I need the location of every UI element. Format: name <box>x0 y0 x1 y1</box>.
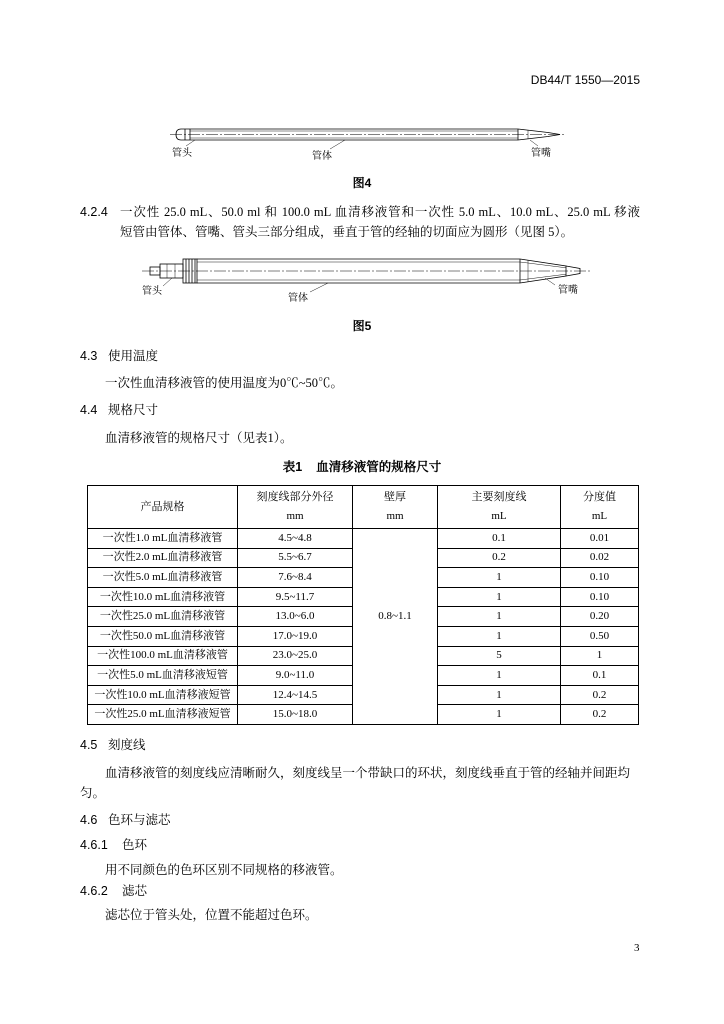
header-label: 主要刻度线 <box>471 491 527 503</box>
header-main-graduation <box>438 486 561 529</box>
cell-division: 0.2 <box>561 685 639 705</box>
cell-main-graduation: 1 <box>438 568 561 588</box>
header-wall-thickness <box>353 486 438 529</box>
cell-main-graduation: 5 <box>438 646 561 666</box>
header-unit: mm <box>386 510 404 522</box>
cell-division: 0.10 <box>561 587 639 607</box>
cell-outer-diameter: 9.5~11.7 <box>238 587 353 607</box>
leader-line-head <box>186 140 195 146</box>
cell-product-spec: 一次性10.0 mL血清移液管 <box>88 587 238 607</box>
figure-4-pipette-drawing <box>0 110 724 170</box>
cell-product-spec: 一次性5.0 mL血清移液短管 <box>88 666 238 686</box>
spec-table <box>87 485 639 725</box>
document-number: DB44/T 1550—2015 <box>530 73 640 87</box>
section-number: 4.6 <box>80 813 98 827</box>
cell-outer-diameter: 23.0~25.0 <box>238 646 353 666</box>
cell-outer-diameter: 4.5~4.8 <box>238 529 353 549</box>
cell-main-graduation: 1 <box>438 607 561 627</box>
subsection-text: 滤芯位于管头处，位置不能超过色环。 <box>105 908 318 922</box>
cell-product-spec: 一次性50.0 mL血清移液管 <box>88 626 238 646</box>
label-body: 管体 <box>288 293 308 304</box>
label-head: 管头 <box>142 286 162 297</box>
header-unit: mL <box>591 510 608 522</box>
figure-5-caption: 图5 <box>352 319 372 333</box>
cell-division: 0.02 <box>561 548 639 568</box>
section-number: 4.3 <box>80 349 98 363</box>
cell-product-spec: 一次性2.0 mL血清移液管 <box>88 548 238 568</box>
label-tip: 管嘴 <box>558 285 578 296</box>
figure-5-pipette-drawing <box>0 250 724 306</box>
subsection-number: 4.6.1 <box>80 838 108 852</box>
cell-division: 0.50 <box>561 626 639 646</box>
section-title: 使用温度 <box>108 349 159 363</box>
leader-line-tip <box>545 278 555 285</box>
cell-product-spec: 一次性5.0 mL血清移液管 <box>88 568 238 588</box>
cell-product-spec: 一次性25.0 mL血清移液短管 <box>88 705 238 725</box>
leader-line-head <box>163 278 172 286</box>
table-caption <box>0 459 724 475</box>
cell-division: 1 <box>561 646 639 666</box>
section-text: 血清移液管的规格尺寸（见表1）。 <box>105 431 293 445</box>
cell-outer-diameter: 12.4~14.5 <box>238 685 353 705</box>
cell-outer-diameter: 17.0~19.0 <box>238 626 353 646</box>
section-title: 色环与滤芯 <box>108 813 171 827</box>
label-head: 管头 <box>172 148 192 159</box>
cell-product-spec: 一次性25.0 mL血清移液管 <box>88 607 238 627</box>
page-number: 3 <box>634 942 640 954</box>
clause-number: 4.2.4 <box>80 205 108 219</box>
leader-line-body <box>330 140 345 149</box>
cell-outer-diameter: 9.0~11.0 <box>238 666 353 686</box>
header-label: 产品规格 <box>140 500 185 513</box>
cell-main-graduation: 1 <box>438 705 561 725</box>
header-label: 刻度线部分外径 <box>256 491 334 503</box>
header-unit: mm <box>286 510 304 522</box>
cell-product-spec: 一次性1.0 mL血清移液管 <box>88 529 238 549</box>
cell-main-graduation: 0.1 <box>438 529 561 549</box>
header-outer-diameter <box>238 486 353 529</box>
cell-main-graduation: 1 <box>438 685 561 705</box>
label-body: 管体 <box>312 151 332 162</box>
cell-outer-diameter: 5.5~6.7 <box>238 548 353 568</box>
cell-division: 0.20 <box>561 607 639 627</box>
cell-main-graduation: 1 <box>438 666 561 686</box>
leader-line-body <box>310 283 328 292</box>
table-number: 表1 <box>282 460 303 474</box>
section-text-line-2: 匀。 <box>80 786 106 800</box>
figure-4-caption: 图4 <box>352 176 372 190</box>
cell-outer-diameter: 15.0~18.0 <box>238 705 353 725</box>
subsection-title: 滤芯 <box>122 884 148 898</box>
section-text-line-1: 血清移液管的刻度线应清晰耐久，刻度线呈一个带缺口的环状，刻度线垂直于管的经轴并间距均 <box>105 766 631 780</box>
cell-outer-diameter: 7.6~8.4 <box>238 568 353 588</box>
subsection-number: 4.6.2 <box>80 884 108 898</box>
cell-division: 0.2 <box>561 705 639 725</box>
header-division <box>561 486 639 529</box>
leader-line-tip <box>530 140 538 146</box>
header-label: 壁厚 <box>384 491 406 503</box>
cell-main-graduation: 0.2 <box>438 548 561 568</box>
cell-outer-diameter: 13.0~6.0 <box>238 607 353 627</box>
cell-division: 0.1 <box>561 666 639 686</box>
cell-product-spec: 一次性100.0 mL血清移液管 <box>88 646 238 666</box>
section-title: 刻度线 <box>108 738 146 752</box>
header-unit: mL <box>491 510 507 522</box>
subsection-text: 用不同颜色的色环区别不同规格的移液管。 <box>105 863 343 877</box>
header-product-spec <box>88 486 238 529</box>
cell-wall-thickness: 0.8~1.1 <box>353 529 438 725</box>
section-number: 4.4 <box>80 403 98 417</box>
clause-text-line-1: 一次性 25.0 mL、50.0 ml 和 100.0 mL 血清移液管和一次性 5.0 mL、10.0 mL、25.0 mL 移液 <box>120 205 640 219</box>
clause-text-line-2: 短管由管体、管嘴、管头三部分组成，垂直于管的经轴的切面应为圆形（见图 5）。 <box>120 225 574 239</box>
section-text: 一次性血清移液管的使用温度为0℃~50℃。 <box>105 376 344 390</box>
cell-division: 0.10 <box>561 568 639 588</box>
subsection-title: 色环 <box>122 838 148 852</box>
label-tip: 管嘴 <box>531 148 551 159</box>
header-label: 分度值 <box>583 491 616 503</box>
table-row <box>88 529 639 549</box>
cell-product-spec: 一次性10.0 mL血清移液短管 <box>88 685 238 705</box>
table-header-row <box>88 486 639 529</box>
cell-main-graduation: 1 <box>438 587 561 607</box>
cell-division: 0.01 <box>561 529 639 549</box>
cell-main-graduation: 1 <box>438 626 561 646</box>
table-title: 血清移液管的规格尺寸 <box>316 460 442 474</box>
section-title: 规格尺寸 <box>108 403 159 417</box>
section-number: 4.5 <box>80 738 98 752</box>
